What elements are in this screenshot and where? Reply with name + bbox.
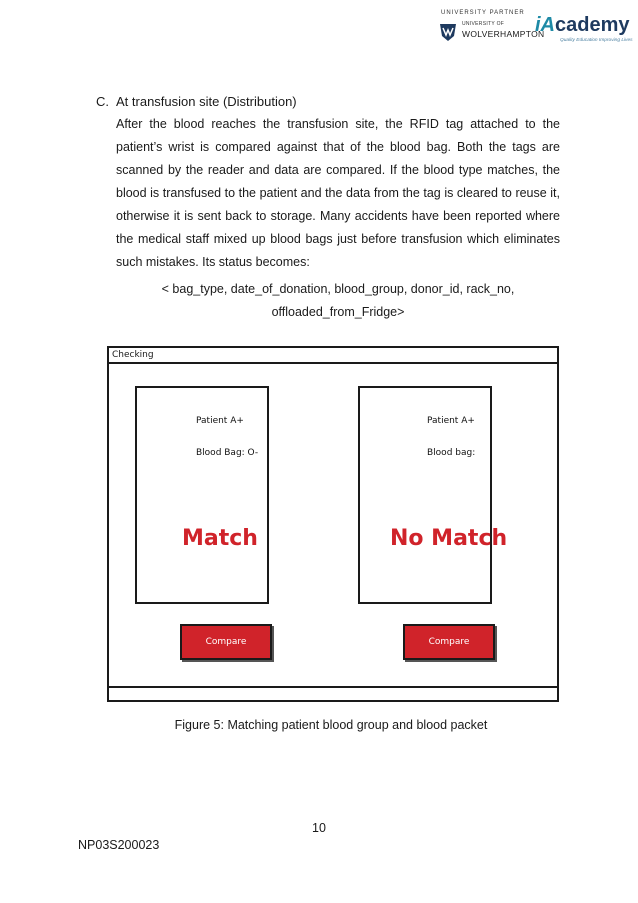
document-id: NP03S200023 xyxy=(78,838,160,852)
no-match-result: No Match xyxy=(390,526,508,551)
patient-label: Patient A+ xyxy=(196,416,244,426)
academy-logo xyxy=(535,14,630,37)
academy-logo-word: cademy xyxy=(555,14,630,36)
compare-button-right[interactable]: Compare xyxy=(403,624,495,660)
page-number: 10 xyxy=(312,821,326,835)
window-title: Checking xyxy=(109,348,557,364)
status-tuple-line-1: < bag_type, date_of_donation, blood_group, donor_id, rack_no, xyxy=(161,282,515,296)
section-heading xyxy=(96,94,297,109)
match-result: Match xyxy=(182,526,258,551)
patient-label: Patient A+ xyxy=(427,416,475,426)
status-tuple-line-2: offloaded_from_Fridge> xyxy=(271,305,405,319)
compare-button-left[interactable]: Compare xyxy=(180,624,272,660)
figure-caption: Figure 5: Matching patient blood group and blood packet xyxy=(174,718,488,732)
wolverhampton-prefix: UNIVERSITY OF xyxy=(462,21,505,27)
window-footer xyxy=(109,686,557,700)
status-tuple xyxy=(116,278,560,324)
academy-logo-mark: iA xyxy=(535,14,555,36)
match-panel xyxy=(135,386,269,604)
section-letter: C. xyxy=(96,94,109,109)
section-paragraph: After the blood reaches the transfusion site, the RFID tag attached to the patient’s wrist is compared against that of the blood bag. Both the tags are scanned by the reader and data are compared. If the blood type matches, the blood is transfused to the patient and the data from the tag is cleared to reuse it, otherwise it is sent back to storage. Many accidents have been reported where the medical staff mixed up blood bags just before transfusion which eliminates such mistakes. Its status becomes: xyxy=(116,117,560,269)
checking-window-mockup xyxy=(107,346,559,702)
wolverhampton-name: WOLVERHAMPTON xyxy=(462,29,545,39)
no-match-panel xyxy=(358,386,492,604)
section-title: At transfusion site (Distribution) xyxy=(116,94,297,109)
university-partner-label: UNIVERSITY PARTNER xyxy=(441,10,525,16)
blood-bag-label: Blood Bag: O- xyxy=(196,448,259,458)
academy-tagline: Quality Education Improving Lives xyxy=(560,38,633,43)
blood-bag-label: Blood bag: xyxy=(427,448,476,458)
